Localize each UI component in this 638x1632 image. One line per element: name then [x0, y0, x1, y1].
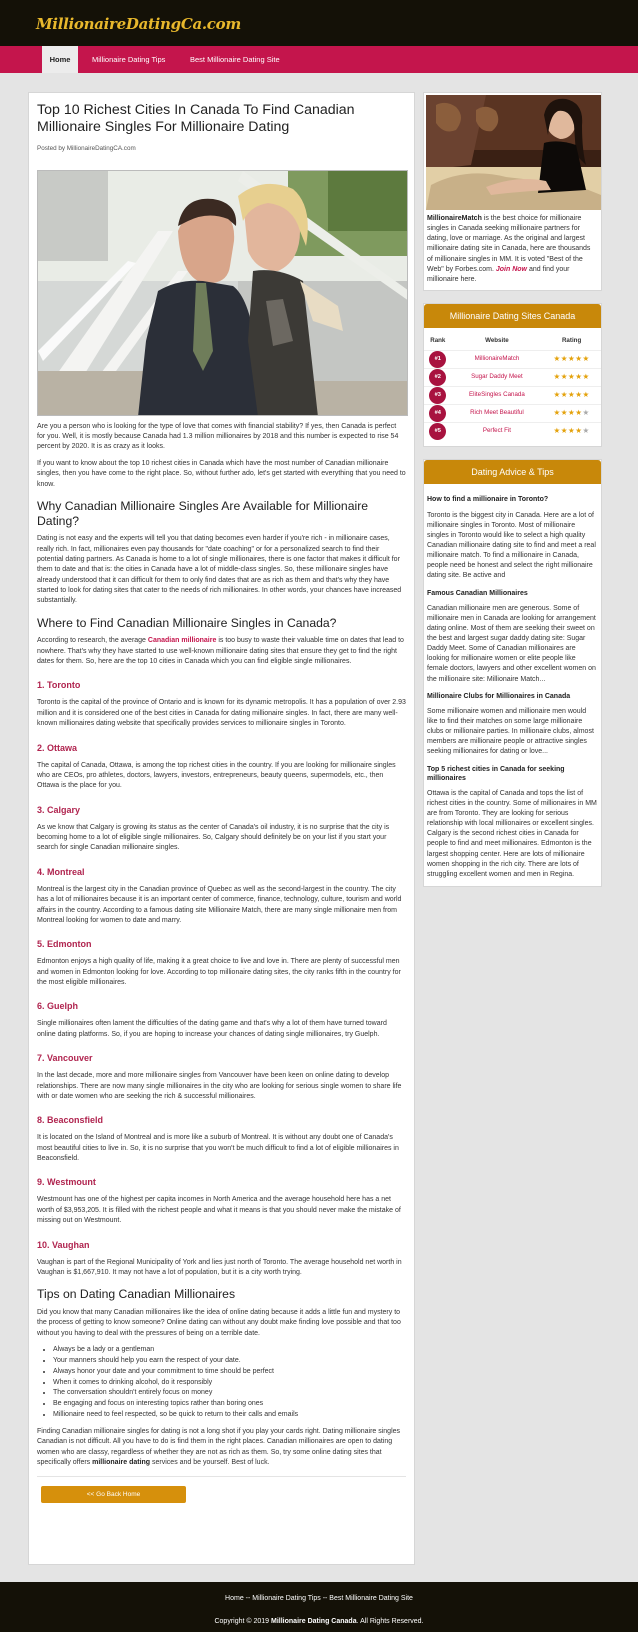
list-item: • Be engaging and focus on interesting topics rather than boring ones — [53, 1399, 406, 1410]
star-rating — [554, 372, 590, 381]
promo-text — [426, 210, 599, 288]
star-filled-icon: ★ — [553, 389, 561, 399]
star-empty-icon: ★ — [582, 426, 590, 436]
star-filled-icon: ★ — [553, 371, 561, 381]
city-text-toronto: Toronto is the capital of the province of Ontario and is known for its dynamic metropolis. It has a population of over 2.93 million and it is considered one of the best cities in Canada for dating millionaire singles. In fact, there are many well-known millionaires dating website that specifically provides services to millionaire singles in Toronto. — [37, 699, 406, 728]
article-content — [28, 92, 415, 1565]
site-footer — [0, 1582, 638, 1632]
star-filled-icon: ★ — [560, 426, 568, 436]
star-filled-icon: ★ — [553, 407, 561, 417]
star-rating — [554, 390, 590, 399]
advice-heading[interactable]: Top 5 richest cities in Canada for seeking millionaires — [427, 765, 565, 782]
why-heading: Why Canadian Millionaire Singles Are Available for Millionaire Dating? — [37, 498, 369, 528]
dating-advice-widget — [423, 459, 602, 887]
dating-advice-widget-title: Dating Advice & Tips — [424, 460, 601, 484]
city-text-westmount: Westmount has one of the highest per capita incomes in North America and the average household here has a net worth of $3,953,205. It is filled with the richest people and what it means is that you should never make the mistake of missing out on Westmount. — [37, 1196, 401, 1225]
column-header-rating: Rating — [561, 336, 582, 344]
dating-sites-table-body — [424, 350, 601, 440]
city-heading-beaconsfield: 8. Beaconsfield — [37, 1115, 104, 1126]
go-back-home-button[interactable]: << Go Back Home — [41, 1486, 186, 1503]
star-filled-icon: ★ — [575, 426, 583, 436]
city-heading-edmonton: 5. Edmonton — [37, 939, 92, 950]
page-body — [0, 73, 638, 1582]
star-filled-icon: ★ — [567, 371, 576, 381]
star-filled-icon: ★ — [553, 353, 561, 363]
closing-text-end: services and be yourself. Best of luck. — [150, 1459, 270, 1467]
article-byline: Posted by MillionaireDatingCA.com — [37, 144, 136, 152]
table-row — [424, 422, 601, 440]
table-header-row — [424, 333, 601, 350]
star-filled-icon: ★ — [560, 407, 568, 417]
where-paragraph — [37, 636, 406, 667]
advice-text: Toronto is the biggest city in Canada. Here are a lot of millionaire singles in Toronto. Most of millionaire singles in Toronto would like to select a high quality Canadian millionaire dating site to find and meet a real millionaire match. To find a millionaire in Canada, people need be honest and select the right millionaire dating site. Be active and — [427, 511, 596, 580]
copyright — [0, 1617, 638, 1627]
list-item: • Always honor your date and your commitment to time should be perfect — [53, 1367, 406, 1378]
advice-text: Ottawa is the capital of Canada and tops the list of richest cities in the country. Some of millionaires in MM are from Toronto. They are looking for serious relationship with local millionaires or excellent singles. Calgary is the second richest cities in Canada for people to find and meet millionaires. Edmonton is the largest shopping center. Here are lots of millionaire women shopping in the rich city. There are lots of struggling excellent women and men in Regina. — [427, 789, 597, 878]
site-link-elitesingles-canada[interactable]: EliteSingles Canada — [469, 390, 525, 398]
star-filled-icon: ★ — [560, 353, 568, 363]
where-heading: Where to Find Canadian Millionaire Singles in Canada? — [37, 615, 337, 630]
rank-badge: #1 — [429, 351, 446, 368]
city-text-beaconsfield: It is located on the Island of Montreal and is more like a suburb of Montreal. It is without any doubt one of Canada's most beautiful cities to live in. So, it is no surprise that you won't be much difficult to find a lot of eligible millionaires in Beaconsfield. — [37, 1134, 399, 1163]
list-item: • When it comes to drinking alcohol, do it responsibly — [53, 1378, 406, 1389]
nav-home[interactable]: Home — [42, 46, 78, 73]
list-item: • Always be a lady or a gentleman — [53, 1345, 406, 1356]
advice-heading[interactable]: Famous Canadian Millionaires — [427, 589, 528, 597]
rank-badge: #5 — [429, 423, 446, 440]
rank-badge: #2 — [429, 369, 446, 386]
city-text-ottawa: The capital of Canada, Ottawa, is among the top richest cities in the country. If you are looking for millionaire singles who are CEOs, pro athletes, doctors, lawyers, investors, entrepreneurs, beauty queens, supermodels, etc., then Ottawa is the place for you. — [37, 761, 396, 790]
article-title: Top 10 Richest Cities In Canada To Find Canadian Millionaire Singles For Millionaire Dating — [37, 102, 355, 136]
main-nav — [0, 46, 638, 73]
site-link-sugar-daddy-meet[interactable]: Sugar Daddy Meet — [471, 372, 523, 380]
tips-intro: Did you know that many Canadian millionaires like the idea of online dating because it adds a little fun and mystery to the process of getting to know someone? Online dating can without any doubt make finding love possible and that too without you having to deal with the pressures of being on a terrible date. — [37, 1308, 401, 1337]
star-filled-icon: ★ — [567, 353, 576, 363]
city-heading-calgary: 3. Calgary — [37, 804, 81, 815]
canadian-millionaire-link[interactable]: Canadian millionaire — [147, 637, 217, 645]
city-text-vaughan: Vaughan is part of the Regional Municipality of York and lies just north of Toronto. The average household net worth in Vaughan is $1,667,910. It may not have a lot of population, but it is a city worth trying. — [37, 1258, 402, 1276]
city-heading-ottawa: 2. Ottawa — [37, 742, 78, 753]
city-heading-westmount: 9. Westmount — [37, 1177, 96, 1188]
copyright-end: . All Rights Reserved. — [356, 1618, 424, 1626]
intro-paragraph-1: Are you a person who is looking for the type of love that comes with financial stability? If yes, then Canada is perfect for you. Well, it is mostly because Canada had 1.3 million millionaires by 2018 and this number is expected to rise 54 percent by 2020. It is as crazy as it looks. — [37, 422, 399, 451]
column-header-website: Website — [485, 336, 509, 344]
city-text-edmonton: Edmonton enjoys a high quality of life, making it a great choice to live and love in. There are plenty of successful men and women in Edmonton looking for love. According to top millionaire dating sites, the city ranks fifth in the country for the most eligible millionaires. — [37, 958, 401, 987]
star-rating — [554, 426, 590, 435]
closing-text-start: Finding Canadian millionaire singles for dating is not a long shot if you play your cards right. Dating millionaire singles Canadian is not difficult. All you have to do is find them in the right places. Canadian millionaires are open to dating women who are classy, regardless of whether they are not as rich as them. So, try some online dating sites that specifically offers — [37, 1427, 401, 1467]
city-text-montreal: Montreal is the largest city in the Canadian province of Quebec as well as the second-largest in the country. The city has a lot of millionaires because it is an important center of commerce, finance, technology, culture, tourism and world affairs in the country. According to a famous dating site Millionaire Match, there are many single millionaire men from Montreal looking for women to date and marry. — [37, 885, 402, 924]
star-empty-icon: ★ — [582, 407, 590, 417]
table-row — [424, 386, 601, 404]
table-row — [424, 350, 601, 368]
star-filled-icon: ★ — [553, 426, 561, 436]
tips-heading: Tips on Dating Canadian Millionaires — [37, 1287, 236, 1302]
hero-photo — [38, 171, 408, 416]
hero-image-couple — [37, 170, 408, 416]
column-header-rank: Rank — [430, 336, 446, 344]
star-filled-icon: ★ — [575, 353, 583, 363]
star-filled-icon: ★ — [582, 389, 590, 399]
star-filled-icon: ★ — [560, 371, 568, 381]
city-heading-vancouver: 7. Vancouver — [37, 1053, 93, 1064]
star-filled-icon: ★ — [567, 426, 576, 436]
table-row — [424, 404, 601, 422]
list-item: • Your manners should help you earn the respect of your date. — [53, 1356, 406, 1367]
footer-links[interactable]: Home -- Millionaire Dating Tips -- Best Millionaire Dating Site — [225, 1595, 413, 1602]
rank-badge: #4 — [429, 405, 446, 422]
promo-description: is the best choice for millionaire singles in Canada seeking millionaire partners for dating, love or marriage. As the original and largest millionaire dating site in Canada, here are thousands of millionaire singles in MM. It is voted "Best of the Web" by Forbes.com. — [427, 215, 591, 273]
intro-paragraph-2: If you want to know about the top 10 richest cities in Canada which have the most number of Canadian millionaire singles, then you have come to the right place. So, without further ado, let's get started with everything that you need to know. — [37, 459, 406, 488]
nav-millionaire-dating-tips[interactable]: Millionaire Dating Tips — [92, 55, 166, 64]
sidebar — [423, 92, 602, 887]
table-row — [424, 368, 601, 386]
promo-box — [423, 92, 602, 291]
closing-paragraph — [37, 1427, 406, 1468]
closing-bold-text: millionaire dating — [92, 1459, 151, 1467]
dating-sites-widget — [423, 303, 602, 447]
advice-heading[interactable]: How to find a millionaire in Toronto? — [427, 496, 549, 504]
list-item: • The conversation shouldn't entirely focus on money — [53, 1388, 406, 1399]
city-heading-montreal: 4. Montreal — [37, 866, 85, 877]
star-filled-icon: ★ — [575, 407, 583, 417]
city-heading-vaughan: 10. Vaughan — [37, 1239, 90, 1250]
city-text-calgary: As we know that Calgary is growing its status as the center of Canada's oil industry, it is no surprise that the city is becoming home to a lot of eligible single millionaires. So, Calgary should definitely be on your list if you start your search for single Canadian millionaire singles. — [37, 823, 390, 852]
star-filled-icon: ★ — [567, 407, 576, 417]
star-filled-icon: ★ — [567, 389, 576, 399]
site-logo[interactable]: MillionaireDatingCa.com — [36, 15, 241, 33]
dating-sites-widget-title: Millionaire Dating Sites Canada — [424, 304, 601, 328]
copyright-brand: Millionaire Dating Canada — [271, 1618, 357, 1626]
rank-badge: #3 — [429, 387, 446, 404]
star-filled-icon: ★ — [582, 353, 590, 363]
dating-sites-table — [424, 333, 601, 440]
city-text-guelph: Single millionaires often lament the difficulties of the dating game and that's why a lot of them have turned toward online dating platforms. So, if you are hoping to increase your chances of dating single millionaires, try Guelph. — [37, 1020, 387, 1038]
site-link-millionairematch[interactable]: MillionaireMatch — [474, 354, 520, 362]
list-item: • Millionaire need to feel respected, so be quick to return to their calls and emails — [53, 1410, 406, 1421]
nav-best-millionaire-dating-site[interactable]: Best Millionaire Dating Site — [190, 55, 280, 64]
join-now-link[interactable]: Join Now — [495, 265, 528, 273]
city-text-vancouver: In the last decade, more and more millionaire singles from Vancouver have been keen on online dating to develop relationships. There are now many single millionaires in the city who are looking for serious single women to share life with or date women who are seeking the rich & successful millionaires. — [37, 1072, 402, 1100]
star-rating — [554, 408, 590, 417]
site-link-perfect-fit[interactable]: Perfect Fit — [482, 427, 512, 435]
advice-list — [424, 484, 601, 886]
copyright-start: Copyright © 2019 — [214, 1618, 272, 1626]
advice-heading[interactable]: Millionaire Clubs for Millionaires in Canada — [427, 692, 571, 700]
star-filled-icon: ★ — [575, 371, 583, 381]
star-filled-icon: ★ — [560, 389, 568, 399]
promo-brand: MillionaireMatch — [427, 215, 482, 222]
city-heading-guelph: 6. Guelph — [37, 1001, 79, 1012]
promo-description-end: and find your millionaire here. — [427, 265, 570, 283]
tips-list — [53, 1345, 406, 1421]
promo-photo — [426, 95, 601, 210]
why-paragraph: Dating is not easy and the experts will tell you that dating becomes even harder if you're rich - in millionaire cases, really rich. In fact, millionaires even pay thousands for "date coaching" or for a personalized search to find their potential dating partners. As Canada is home to a lot of single millionaires, there is one factor that makes it difficult for them to date and that is: the cities in Canada have a lot of middle-class singles. So, these millionaire singles have already understood that it can difficult for them to only find dates that are as rich as them and that's why they have started to look for dating sites that cater to the needs of rich millionaires. In other words, your chances have increased substantially. — [37, 535, 402, 605]
divider — [37, 1476, 406, 1477]
star-filled-icon: ★ — [575, 389, 583, 399]
site-link-rich-meet-beautiful[interactable]: Rich Meet Beautiful — [470, 408, 524, 416]
site-header — [0, 0, 638, 46]
where-text-end: is too busy to waste their valuable time on dates that lead to nowhere. That's why they have started to use well-known millionaire dating sites that ensure they get to find the right dates for them. So, here are the top 10 cities in Canada which you can find eligible single millionaires. — [37, 637, 404, 666]
city-heading-toronto: 1. Toronto — [37, 680, 81, 691]
advice-text: Some millionaire women and millionaire men would like to find their matches on some large millionaire clubs or millionaire parties. In millionaire clubs, almost members are millionaire people or attractive singles seeking millionaires for dating or love... — [427, 707, 594, 756]
where-text-start: According to research, the average — [37, 637, 148, 645]
star-rating — [554, 354, 590, 363]
advice-text: Canadian millionaire men are generous. Some of millionaire men in Canada are looking for arrangement dating online. Most of them are seeking their sweet on the best and largest sugar daddy dating site: Sugar Daddy Meet. Some of Canadian millionaires are looking for millionaire women or elite people like female doctors, lawyers and other excellent women on the millionaire site: Millionaire Match... — [427, 604, 596, 683]
promo-image-woman[interactable] — [426, 95, 601, 210]
star-filled-icon: ★ — [582, 371, 590, 381]
